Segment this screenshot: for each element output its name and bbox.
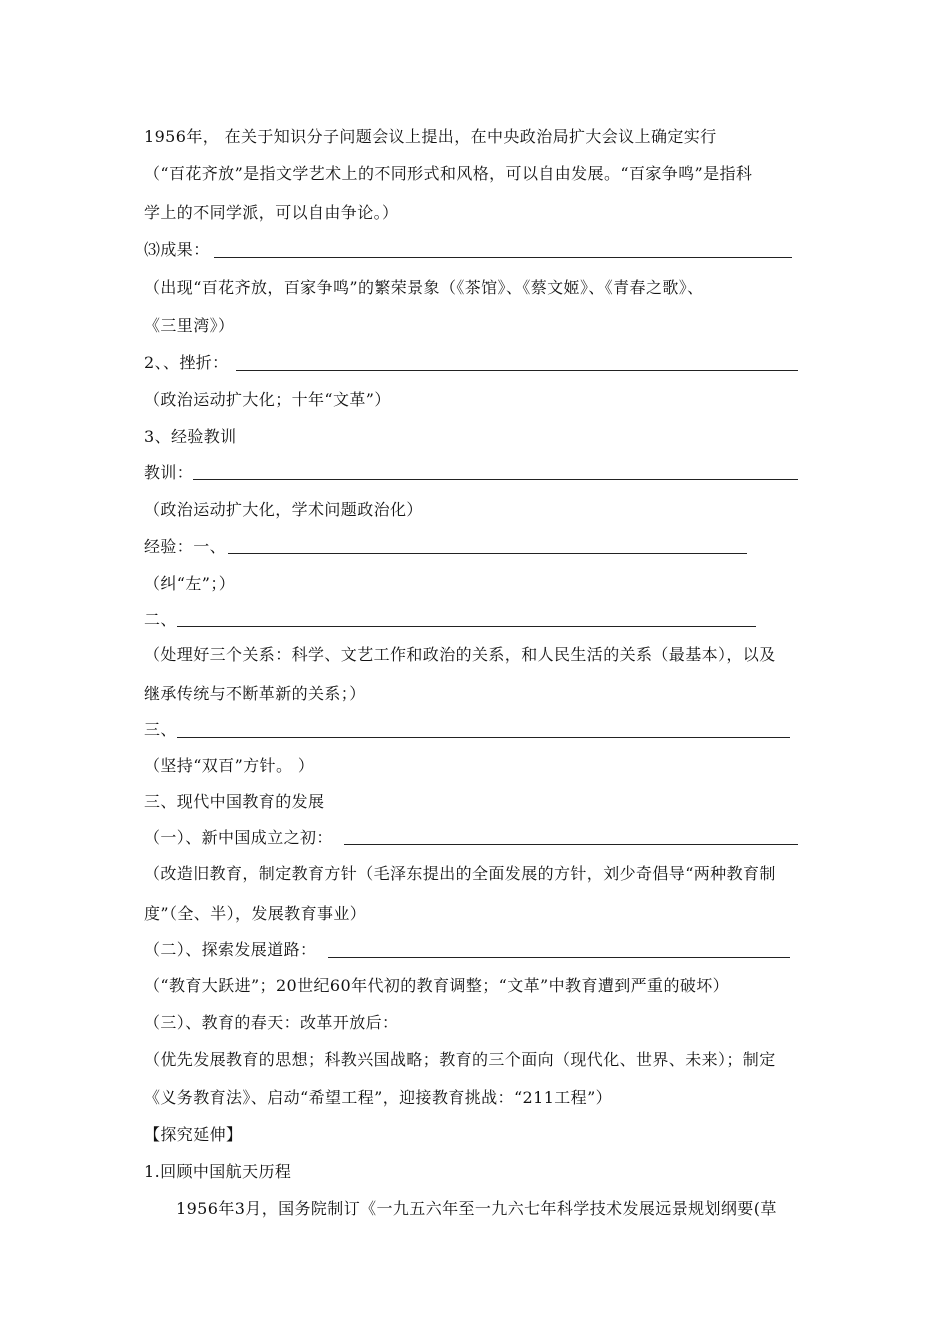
text-line: （纠“左”；） — [144, 574, 236, 593]
text-line: 1956年3月，国务院制订《一九五六年至一九六七年科学技术发展远景规划纲要(草 — [176, 1199, 777, 1218]
text-line: （出现“百花齐放，百家争鸣”的繁荣景象（《茶馆》、《蔡文姬》、《青春之歌》、 — [144, 278, 704, 297]
text-line: 《义务教育法》、启动“希望工程”，迎接教育挑战：“211工程”） — [144, 1088, 613, 1107]
fill-in-blank[interactable] — [193, 479, 798, 480]
text-line: 三、 — [144, 720, 177, 739]
text-line: （处理好三个关系：科学、文艺工作和政治的关系，和人民生活的关系（最基本），以及 — [144, 645, 776, 664]
text-line: 2、、挫折： — [144, 353, 229, 372]
text-line: （一）、新中国成立之初： — [144, 828, 333, 847]
fill-in-blank[interactable] — [228, 553, 747, 554]
section-heading: 3、经验教训 — [144, 427, 237, 446]
text-line: （政治运动扩大化；十年“文革”） — [144, 390, 391, 409]
fill-in-blank[interactable] — [344, 844, 798, 845]
text-line: 二、 — [144, 610, 177, 629]
text-line: （“教育大跃进”；20世纪60年代初的教育调整；“文革”中教育遭到严重的破坏） — [144, 976, 730, 995]
text-line: 1.回顾中国航天历程 — [144, 1162, 292, 1181]
text-line: （坚持“双百”方针。 ） — [144, 756, 315, 775]
text-line: 教训： — [144, 463, 194, 482]
text-line: （改造旧教育，制定教育方针（毛泽东提出的全面发展的方针，刘少奇倡导“两种教育制 — [144, 864, 776, 883]
fill-in-blank[interactable] — [328, 957, 790, 958]
text-line: 《三里湾》） — [144, 316, 235, 335]
text-line: 度”（全、半），发展教育事业） — [144, 904, 367, 923]
fill-in-blank[interactable] — [214, 257, 792, 258]
text-line: 继承传统与不断革新的关系；） — [144, 684, 366, 703]
text-line: （二）、探索发展道路： — [144, 940, 317, 959]
text-line: 学上的不同学派，可以自由争论。） — [144, 203, 399, 222]
fill-in-blank[interactable] — [236, 370, 798, 371]
text-line: （政治运动扩大化，学术问题政治化） — [144, 500, 423, 519]
text-line: 1956年， 在关于知识分子问题会议上提出，在中央政治局扩大会议上确定实行 — [144, 127, 717, 146]
text-line: （“百花齐放”是指文学艺术上的不同形式和风格，可以自由发展。“百家争鸣”是指科 — [144, 164, 753, 183]
text-line: （优先发展教育的思想；科教兴国战略；教育的三个面向（现代化、世界、未来）；制定 — [144, 1050, 776, 1069]
section-heading: 三、现代中国教育的发展 — [144, 792, 325, 811]
text-line: ⑶成果： — [144, 240, 210, 259]
section-heading: 【探究延伸】 — [144, 1125, 243, 1144]
fill-in-blank[interactable] — [177, 737, 790, 738]
fill-in-blank[interactable] — [177, 626, 756, 627]
text-line: 经验：一、 — [144, 537, 227, 556]
text-line: （三）、教育的春天：改革开放后： — [144, 1013, 399, 1032]
